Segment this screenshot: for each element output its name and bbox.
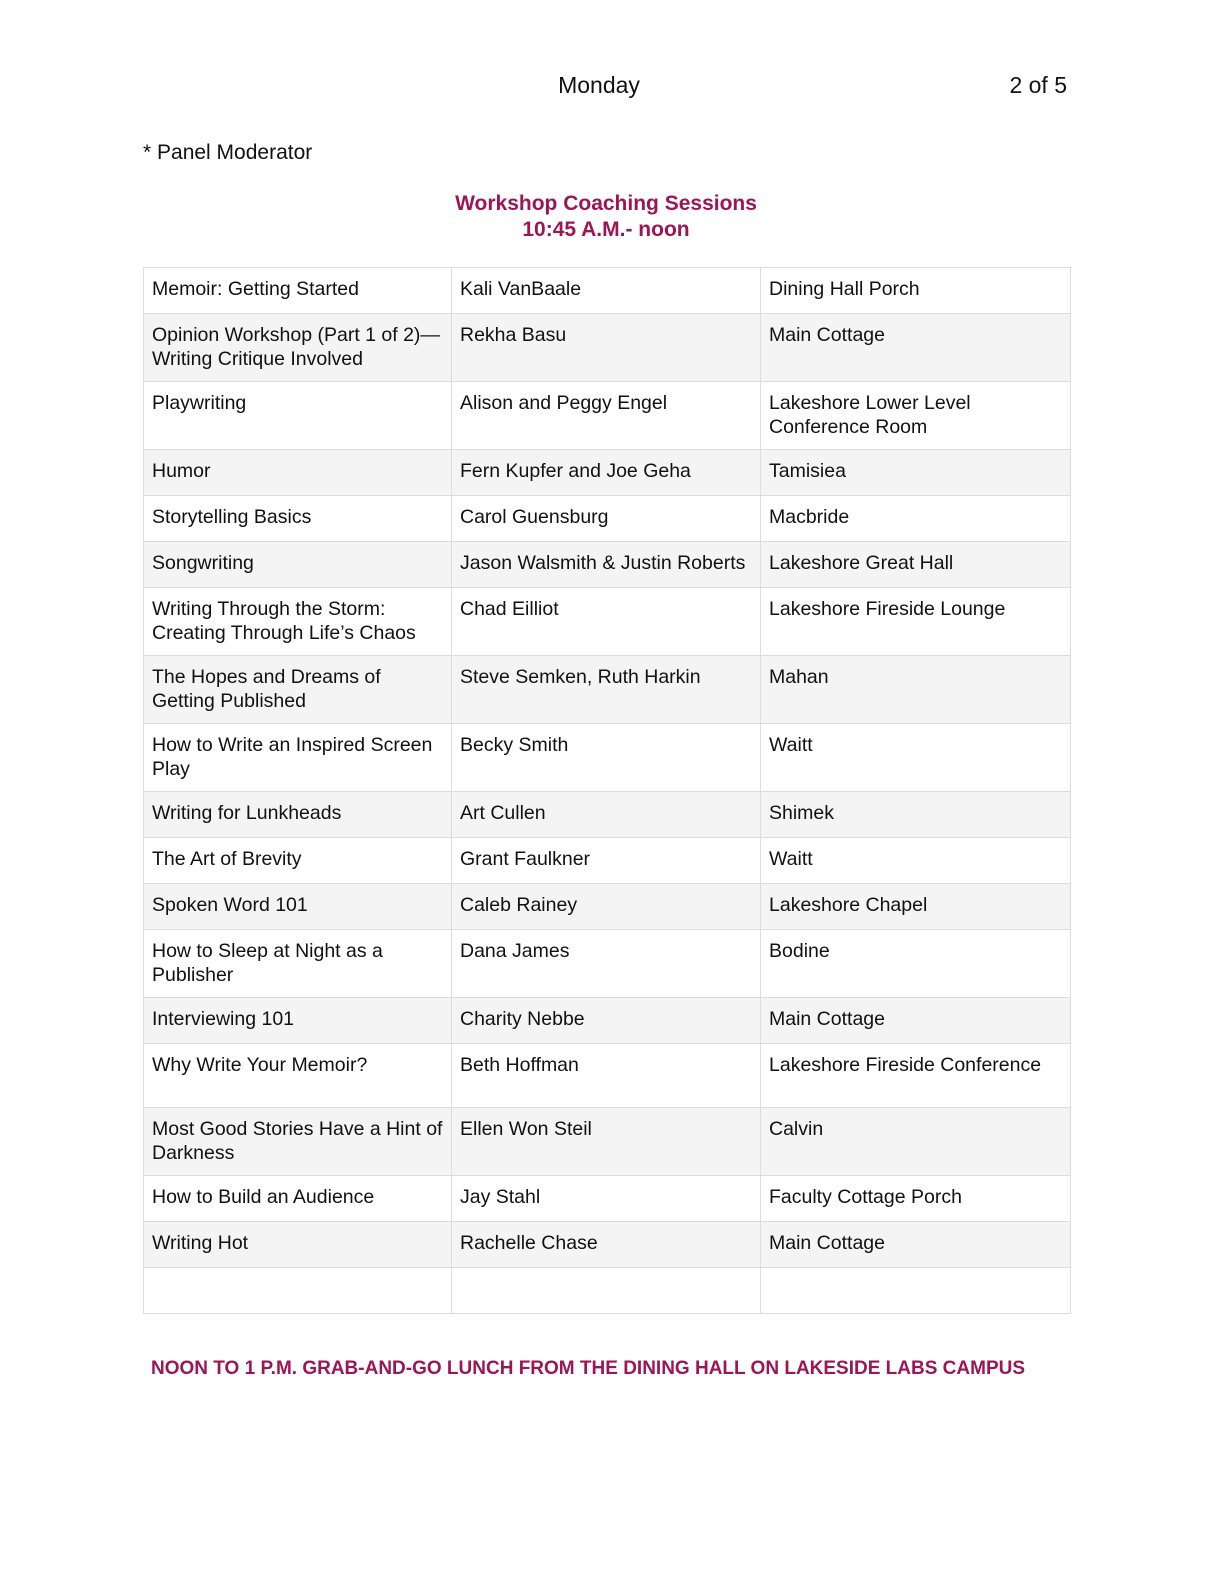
session-location: Lakeshore Great Hall (761, 542, 1071, 588)
session-title: Interviewing 101 (144, 998, 452, 1044)
session-location: Calvin (761, 1108, 1071, 1176)
session-title: How to Write an Inspired Screen Play (144, 724, 452, 792)
session-location: Bodine (761, 930, 1071, 998)
panel-moderator-note: * Panel Moderator (143, 141, 313, 164)
table-row (144, 998, 1071, 1044)
session-presenter: Charity Nebbe (452, 998, 761, 1044)
session-location: Lakeshore Fireside Conference (761, 1044, 1071, 1108)
session-title: Writing Hot (144, 1222, 452, 1268)
session-presenter: Carol Guensburg (452, 496, 761, 542)
session-presenter: Chad Eilliot (452, 588, 761, 656)
table-row (144, 1108, 1071, 1176)
table-row (144, 1176, 1071, 1222)
session-presenter: Steve Semken, Ruth Harkin (452, 656, 761, 724)
session-presenter: Kali VanBaale (452, 268, 761, 314)
table-row (144, 496, 1071, 542)
session-presenter: Rekha Basu (452, 314, 761, 382)
table-row (144, 588, 1071, 656)
session-location: Macbride (761, 496, 1071, 542)
session-location: Shimek (761, 792, 1071, 838)
table-row (144, 268, 1071, 314)
session-location: Waitt (761, 838, 1071, 884)
session-location: Lakeshore Fireside Lounge (761, 588, 1071, 656)
table-row (144, 382, 1071, 450)
session-presenter: Beth Hoffman (452, 1044, 761, 1108)
session-presenter: Alison and Peggy Engel (452, 382, 761, 450)
session-presenter: Jason Walsmith & Justin Roberts (452, 542, 761, 588)
session-location: Main Cottage (761, 998, 1071, 1044)
section-title: Workshop Coaching Sessions (455, 192, 757, 215)
session-presenter: Dana James (452, 930, 761, 998)
session-location: Mahan (761, 656, 1071, 724)
table-row (144, 838, 1071, 884)
session-location: Main Cottage (761, 314, 1071, 382)
table-row (144, 542, 1071, 588)
session-presenter: Art Cullen (452, 792, 761, 838)
session-title: Memoir: Getting Started (144, 268, 452, 314)
table-row (144, 656, 1071, 724)
session-presenter: Grant Faulkner (452, 838, 761, 884)
session-presenter: Rachelle Chase (452, 1222, 761, 1268)
session-location: Main Cottage (761, 1222, 1071, 1268)
session-presenter: Caleb Rainey (452, 884, 761, 930)
session-title: Why Write Your Memoir? (144, 1044, 452, 1108)
table-row (144, 930, 1071, 998)
table-row (144, 724, 1071, 792)
session-presenter: Ellen Won Steil (452, 1108, 761, 1176)
session-title: Songwriting (144, 542, 452, 588)
session-location: Waitt (761, 724, 1071, 792)
session-location: Dining Hall Porch (761, 268, 1071, 314)
page-number: 2 of 5 (1009, 72, 1067, 98)
table-row (144, 1222, 1071, 1268)
sessions-table (143, 267, 1071, 1314)
session-location: Faculty Cottage Porch (761, 1176, 1071, 1222)
session-presenter: Jay Stahl (452, 1176, 761, 1222)
session-location: Lakeshore Chapel (761, 884, 1071, 930)
session-title: Most Good Stories Have a Hint of Darkness (144, 1108, 452, 1176)
session-title: Opinion Workshop (Part 1 of 2)—Writing Critique Involved (144, 314, 452, 382)
table-row (144, 792, 1071, 838)
session-title: Storytelling Basics (144, 496, 452, 542)
table-row-empty (144, 1268, 1071, 1314)
session-location: Tamisiea (761, 450, 1071, 496)
session-title: Humor (144, 450, 452, 496)
table-row (144, 1044, 1071, 1108)
table-row (144, 884, 1071, 930)
session-title: Writing Through the Storm: Creating Through Life’s Chaos (144, 588, 452, 656)
table-row (144, 450, 1071, 496)
session-location: Lakeshore Lower Level Conference Room (761, 382, 1071, 450)
lunch-notice: NOON TO 1 P.M. GRAB-AND-GO LUNCH FROM THE DINING HALL ON LAKESIDE LABS CAMPUS (151, 1358, 1026, 1379)
session-presenter: Becky Smith (452, 724, 761, 792)
session-title: How to Build an Audience (144, 1176, 452, 1222)
session-title: The Hopes and Dreams of Getting Published (144, 656, 452, 724)
session-location (761, 1268, 1071, 1314)
session-title: Writing for Lunkheads (144, 792, 452, 838)
session-title: Playwriting (144, 382, 452, 450)
session-title: Spoken Word 101 (144, 884, 452, 930)
day-heading: Monday (558, 72, 640, 98)
table-row (144, 314, 1071, 382)
session-presenter (452, 1268, 761, 1314)
session-title: How to Sleep at Night as a Publisher (144, 930, 452, 998)
session-presenter: Fern Kupfer and Joe Geha (452, 450, 761, 496)
session-title: The Art of Brevity (144, 838, 452, 884)
section-heading (0, 191, 1212, 243)
section-time: 10:45 A.M.- noon (522, 218, 690, 241)
session-title (144, 1268, 452, 1314)
